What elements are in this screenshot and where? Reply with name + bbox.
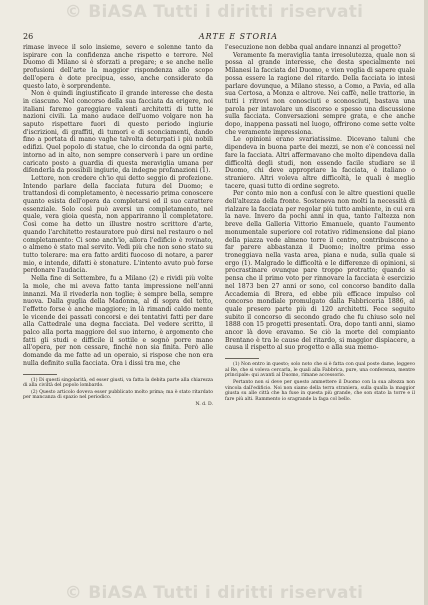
paragraph: Per conto mio non a confusi con le altre questioni quelle dell'altezza della fronte. Sosteneva non molti la necessità di rialzare la facciata per regolar più tutto ambiente, in cui era la nave. Invero da pochi anni in qua, tanto l'altezza non breve della Galleria Vittorio Emanuele, quanto l'aumento monumentale superiore col rotativo ridimensione dal piano della piazza vede almeno torre il centro, contribuiscono a far parere abbastanza il Duomo; inoltre prima esso troneggiava nella vasta area, piana e nuda, sulla quale si ergo (1). Malgrado le difficoltà e le differenze di opinioni, si procrastinare ovunque pare troppo protratto; quando si pensa che il primo voto per rinnovare la facciata è esercizio nel 1873 ben 27 anni or sono, col concorso bandito dalla Accademia di Brera, ed ebbe più efficace impulso col concorso mondiale promulgato dalla Fabbriceria 1886, al quale presero parte più di 120 architetti. Fece seguito subito il concorso di secondo grado che fu chiuso solo nel 1888 con 15 progetti presentati. Ora, dopo tanti anni, siamo ancor là dove eravamo. Se ciò la morte del compianto Brentano è tra le cause del ritardo, si maggior dispiacere, a causa il rispetto al suo progetto e alla sua memo- — [225, 190, 415, 352]
paragraph: Nella fine di Settembre, fu a Milano (2) e rividi più volte la mole, che mi aveva fatto tanta impressione nell'anni innanzi. Ma il rivederla non toglie; è sempre bella, sempre nuova. Dalla guglia della Madonna, al di sopra del tetto, l'effetto forse è anche maggiore; in là rimandi caldo mente le vicende dei passati concorsi e dei tentativi fatti per dare alla Cattedrale una degna facciata. Del vedere scritto, il palco alla porta maggiore del suo interno, è argomento che fatti gli studi e difficile il sottile e sognò porre mano all'opera, per non cessare, finché non sia finita. Però alle domande da me fatte ad un operaio, si rispose che non era nulla definito sulla facciata. Ora i dissi tra me, che — [23, 275, 213, 367]
paragraph: Le opinioni erano svariatissime. Dicevano taluni che dipendeva in buona parte dei mezzi, se non e'è concessi nel fare la facciata. Altri affermavano che molto dipendeva dalla difficoltà degli studi, non essendo facile studiare se il Duomo, chi deve appropriare la facciata, è italiano o straniero. Altri voleva altre difficoltà, le quali è meglio tacere, quasi tutto di ordine segreto. — [225, 136, 415, 190]
footnote-rule — [225, 358, 259, 359]
paragraph: Veramente fa meraviglia tanta irresolutezza, quale non si possa al grande interesse, che desta specialmente nei Milanesi la facciata del Duomo, e vien voglia di sapere quale possa essere la ragione del ritardo. Della facciata io intesi parlare dovunque, a Milano stesso, a Como, a Pavia, ed alla sua Certosa, a Monza e altrove. Nei caffè, nelle trattorie, in tutti i ritrovi non conosciuti e sconosciuti, bastava una parola per intavolare un discorso e spesso una discussione sulla facciata. Conversazioni sempre grata, e che anche dopo, inappena passati nel luogo, offrirono come sette volte che veramente impressiona. — [225, 51, 415, 136]
footnote-rule — [23, 374, 57, 375]
footnotes — [23, 378, 213, 408]
running-header — [23, 32, 408, 41]
watermark-top: © BiASA Tutti i diritti riservati — [64, 2, 364, 22]
paragraph: Lettore, non credere ch'io qui detto seggio di profezione. Intendo parlare della facciata futura del Duomo; e trattandosi di completamento, è necessario prima conoscere quanto esista dell'opera da completarsi ed il suo carattere essenziale. Solo così può aversi un completamento, nel quale, vera gioia questa, non appariranno il completatore. Così come ha detto un illustre nostro scrittore d'arte, quando l'architetto restauratore può dirsi nel restauro o nel completamento: Ci sono anch'io, allora l'edificio è rovinato, o almeno è stato mal servito. Vedi più che non sono stato su tutto tolerare: ma era fatto arditi fuocoso di notare, a parer mio, e intende, difatti è stonature. L'intento avuto può forse perdonare l'audacia. — [23, 174, 213, 275]
left-column — [23, 44, 213, 514]
footnote-signature: N. d. D. — [195, 401, 213, 407]
running-title: ARTE E STORIA — [198, 32, 278, 41]
footnotes — [225, 362, 415, 402]
watermark-bottom: © BiASA Tutti i diritti riservati — [64, 583, 364, 603]
paragraph: rimase invece il solo insieme, severo e solenne tanto da ispirare con la confidenza anche rispetto e terrore. Nel Duomo di Milano si è sforzati a pregare; e se anche nelle profusioni dell'arte la maggior rispondenza allo scopo dell'opera è dote precipua, esso, anche considerato da questo lato, è sorprendente. — [23, 44, 213, 90]
right-column — [225, 44, 415, 514]
footnote: (1) Non entro in questo; solo noto che si è fatta con qual poste dame, leggevo al Re, che si voleva cercarla, le quali alla Fabbrica, pure, una conferenza, mentre principale: qui avanti al Duomo, rimane accessorio. — [225, 362, 415, 379]
footnote: Pertanto non si deve per questo ammettere il Duomo con la sua altezza non vincola dall'edificio. Noi non siamo della terra straniera, sulla qualla la maggior giusta su alle città che ha fuse in questa più grande, che son stato la torre e il fare più alti. Rammento io sragrande la faga col bello. — [225, 379, 415, 402]
text-columns — [23, 44, 415, 514]
footnote: (1) Di questi singolarità, ed esser giusti, va fatta la debita parte alla chiarezza di alla civiltà del popolo lombardo. — [23, 377, 214, 389]
page-edge — [424, 0, 428, 605]
footnote: (2) Questo articolo doveva esser pubblicato molto prima; ma è stato ritardato per mancanza di spazio nel periodico. — [23, 389, 213, 401]
paragraph: Non è quindi ingiustificato il grande interesse che desta in ciascuno. Nel concorso della sua facciata da erigere, noi italiani faremo gareggiare valenti architetti di tutte le nazioni civili. La mano audace dell'uomo volgare non ha saputo rispettare fuori di questo periodo ingiurie d'iscrizioni, di graffiti, di tumori e di sconciamenti, dando fino a portata di mano vaghe talvolta deturpati i più nobili edifizi. Quel popolo di statue, che lo circonda da ogni parte, intorno ad in alto, non sempre conserverà i pare un ordine caricato posto a guardia di questa meraviglia umana per difenderla da possibili ingiurie, da indegne profanazioni (1). — [23, 90, 213, 175]
page-number: 26 — [23, 32, 34, 41]
paragraph: l'esecuzione non debba qual andare innanzi al progetto? — [225, 44, 401, 51]
